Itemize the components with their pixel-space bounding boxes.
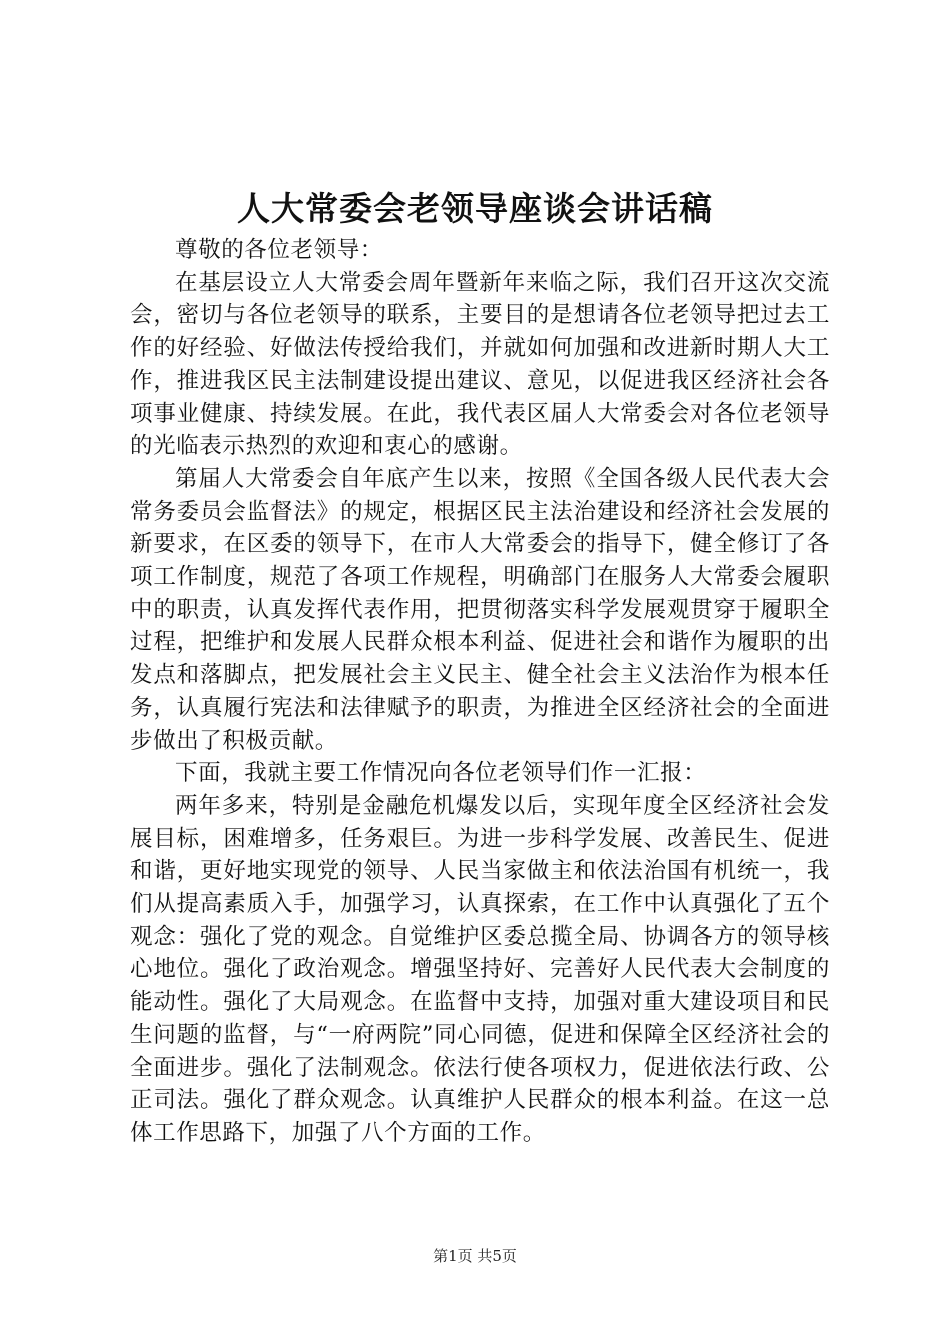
paragraph-4: 两年多来，特别是金融危机爆发以后，实现年度全区经济社会发展目标，困难增多，任务艰巨。为进一步科学发展、改善民生、促进和谐，更好地实现党的领导、人民当家做主和依法治国有机统一，我们从提高素质入手，加强学习，认真探索，在工作中认真强化了五个观念：强化了党的观念。自觉维护区委总揽全局、协调各方的领导核心地位。强化了政治观念。增强坚持好、完善好人民代表大会制度的能动性。强化了大局观念。在监督中支持，加强对重大建设项目和民生问题的监督，与“一府两院”同心同德，促进和保障全区经济社会的全面进步。强化了法制观念。依法行使各项权力，促进依法行政、公正司法。强化了群众观念。认真维护人民群众的根本利益。在这一总体工作思路下，加强了八个方面的工作。 xyxy=(130,792,830,1146)
salutation: 尊敬的各位老领导： xyxy=(175,237,383,263)
paragraph-2: 第届人大常委会自年底产生以来，按照《全国各级人民代表大会常务委员会监督法》的规定，根据区民主法治建设和经济社会发展的新要求，在区委的领导下，在市人大常委会的指导下，健全修订了各项工作制度，规范了各项工作规程，明确部门在服务人大常委会履职中的职责，认真发挥代表作用，把贯彻落实科学发展观贯穿于履职全过程，把维护和发展人民群众根本利益、促进社会和谐作为履职的出发点和落脚点，把发展社会主义民主、健全社会主义法治作为根本任务，认真履行宪法和法律赋予的职责，为推进全区经济社会的全面进步做出了积极贡献。 xyxy=(130,465,830,754)
document-body xyxy=(130,234,830,1150)
paragraph-1: 在基层设立人大常委会周年暨新年来临之际，我们召开这次交流会，密切与各位老领导的联系，主要目的是想请各位老领导把过去工作的好经验、好做法传授给我们，并就如何加强和改进新时期人大工作，推进我区民主法制建设提出建议、意见，以促进我区经济社会各项事业健康、持续发展。在此，我代表区届人大常委会对各位老领导的光临表示热烈的欢迎和衷心的感谢。 xyxy=(130,269,830,460)
page-footer: 第1页 共5页 xyxy=(433,1247,517,1265)
paragraph-3: 下面，我就主要工作情况向各位老领导们作一汇报： xyxy=(175,760,707,787)
document-title: 人大常委会老领导座谈会讲话稿 xyxy=(237,189,713,228)
